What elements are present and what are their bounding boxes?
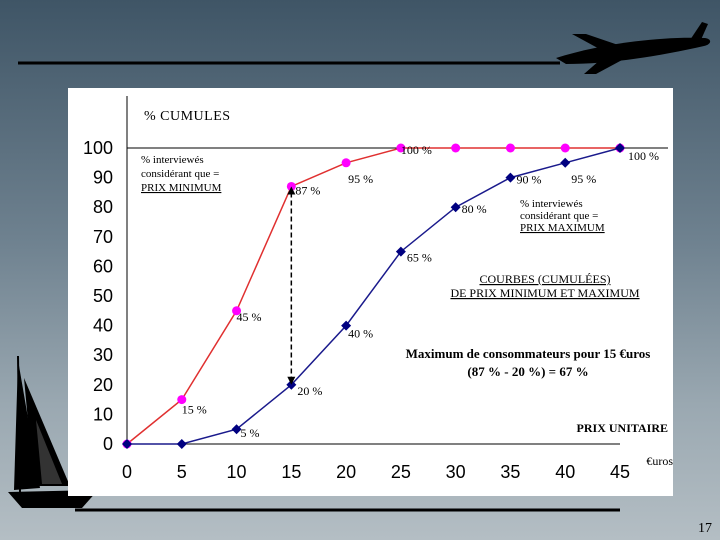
y-tick-label: 50 (92, 286, 113, 306)
point-minimum (561, 144, 570, 153)
data-label: 87 % (295, 183, 321, 198)
y-tick-label: 70 (92, 226, 113, 247)
x-axis-title: PRIX UNITAIRE (576, 421, 668, 435)
data-label: 80 % (461, 202, 487, 217)
data-label: 15 % (181, 402, 207, 417)
page-number: 17 (698, 521, 712, 536)
legend-maximum-line: considérant que = (520, 210, 599, 222)
data-label: 100 % (628, 149, 659, 163)
data-label: 100 % (400, 143, 432, 157)
y-tick-label: 30 (92, 345, 113, 366)
point-minimum (451, 144, 460, 153)
x-tick-label: 10 (226, 462, 247, 482)
point-minimum (342, 158, 351, 167)
annotation-line: Maximum de consommateurs pour 15 €uros (405, 346, 651, 361)
data-label: 90 % (516, 172, 542, 187)
legend-minimum-line: PRIX MINIMUM (141, 182, 222, 194)
y-tick-label: 40 (92, 315, 113, 336)
x-axis-unit: €uros (646, 454, 673, 468)
x-tick-label: 40 (555, 462, 576, 482)
x-tick-label: 25 (390, 462, 411, 482)
data-label: 65 % (406, 250, 432, 265)
y-tick-label: 100 (82, 138, 113, 158)
x-tick-label: 15 (281, 462, 302, 482)
legend-maximum-line: PRIX MAXIMUM (520, 222, 605, 234)
x-tick-label: 20 (336, 462, 357, 482)
y-tick-label: 0 (102, 434, 113, 454)
chart-title-line: DE PRIX MINIMUM ET MAXIMUM (450, 286, 640, 300)
legend-maximum-line: % interviewés (520, 198, 583, 210)
x-tick-label: 45 (609, 462, 631, 482)
y-tick-label: 10 (92, 404, 113, 425)
data-label: 45 % (236, 309, 262, 324)
data-label: 5 % (240, 426, 260, 441)
x-tick-label: 0 (121, 462, 133, 482)
point-minimum (506, 144, 515, 153)
x-tick-label: 30 (445, 462, 466, 482)
data-label: 40 % (348, 326, 374, 341)
y-tick-label: 20 (92, 374, 113, 395)
y-tick-label: 90 (92, 167, 113, 188)
y-axis-title: % CUMULES (144, 109, 231, 124)
chart-title-line: COURBES (CUMULÉES) (479, 272, 611, 286)
data-label: 95 % (571, 171, 597, 186)
x-tick-label: 5 (176, 462, 187, 482)
x-tick-label: 35 (500, 462, 521, 482)
legend-minimum-line: considérant que = (141, 168, 220, 180)
y-tick-label: 80 (92, 197, 113, 218)
annotation-line: (87 % - 20 %) = 67 % (467, 364, 589, 379)
y-tick-label: 60 (92, 256, 113, 277)
legend-minimum-line: % interviewés (141, 154, 204, 166)
airplane-icon (556, 22, 710, 74)
data-label: 95 % (348, 171, 374, 186)
data-label: 20 % (297, 383, 323, 398)
